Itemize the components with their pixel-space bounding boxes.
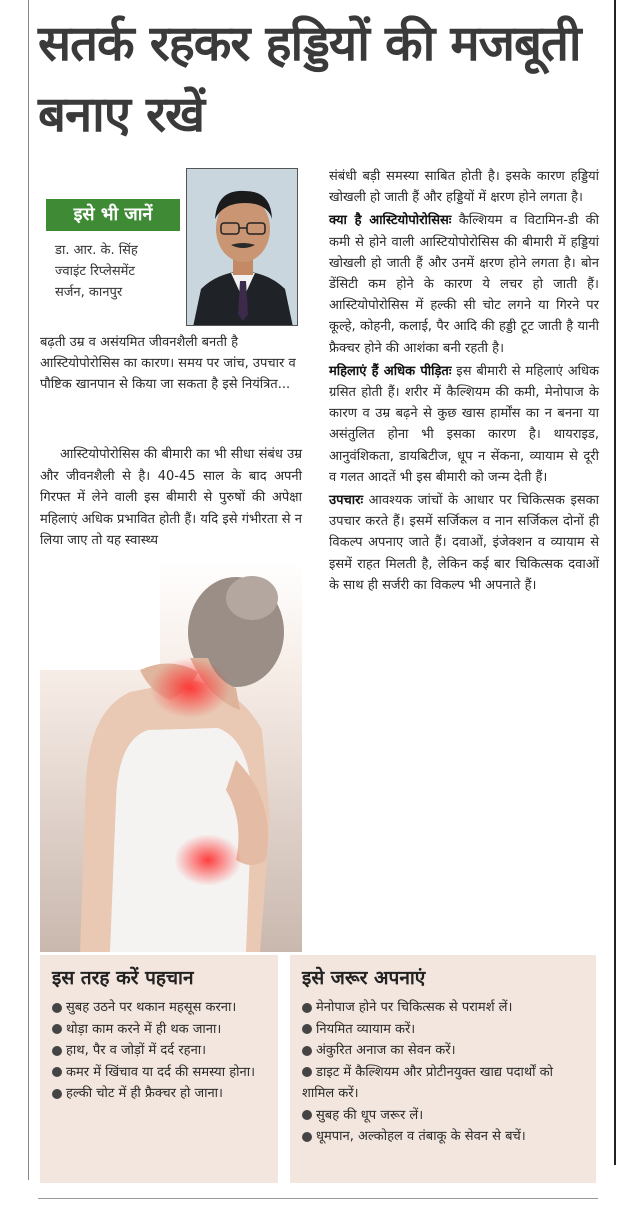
- list-item-text: सुबह उठने पर थकान महसूस करना।: [66, 1000, 237, 1015]
- bullet-icon: [52, 1003, 62, 1013]
- women-affected-text: इस बीमारी से महिलाएं अधिक ग्रसित होती हैं। शरीर में कैल्शियम की कमी, मेनोपाज के कारण व उम्र बढ़ने से कुछ खास हार्मोंस का न बनना या असंतुलित होना भी इसका कारण है। थायराइड, आनुवंशिकता, डायबिटीज, धूप न सेंकना, व्यायाम से दूरी व गलत आदतें भी इस बीमारी को जन्म देती हैं।: [329, 363, 599, 485]
- list-item-text: धूमपान, अल्कोहल व तंबाकू के सेवन से बचें।: [316, 1129, 526, 1144]
- bottom-rule: [38, 1198, 598, 1199]
- list-item-text: हल्की चोट में ही फ्रैक्चर हो जाना।: [66, 1086, 223, 1101]
- headline: सतर्क रहकर हड्डियों की मजबूती बनाए रखें: [38, 15, 581, 143]
- list-item-text: हाथ, पैर व जोड़ों में दर्द रहना।: [66, 1043, 207, 1058]
- list-item: [302, 1126, 584, 1148]
- precautions-box: [290, 955, 596, 1183]
- list-item-text: कमर में खिंचाव या दर्द की समस्या होना।: [66, 1064, 255, 1080]
- what-is-osteoporosis-text: कैल्शियम व विटामिन-डी की कमी से होने वाली आस्टियोपोरोसिस की बीमारी में हड्डियां खोखली हो जाती हैं और उनमें क्षरण होने लगता है। बोन डेंसिटी कम होने के कारण ये लचर हो जाती हैं। आस्टियोपोरोसिस में हल्की सी चोट लगने या गिरने पर कूल्हे, कोहनी, कलाई, पैर आदि की हड्डी टूट जाती है यानी फ्रैक्चर होने की आशंका बनी रहती है।: [329, 213, 599, 356]
- bullet-icon: [302, 1003, 312, 1013]
- what-is-osteoporosis-heading: क्या है आस्टियोपोरोसिसः: [329, 213, 452, 229]
- intro-text: बढ़ती उम्र व असंयमित जीवनशैली बनती है आस्टियोपोरोसिस का कारण। समय पर जांच, उपचार व पौष्टिक खानपान से किया जा सकता है इसे नियंत्रित...: [40, 335, 296, 392]
- author-name: डा. आर. के. सिंह: [55, 243, 138, 258]
- back-pain-illustration: [40, 560, 302, 952]
- bullet-icon: [52, 1024, 62, 1034]
- author-portrait: [186, 168, 298, 326]
- author-title: ज्वाइंट रिप्लेसमेंट: [55, 264, 135, 279]
- list-item-text: मेनोपाज होने पर चिकित्सक से परामर्श लें।: [316, 1000, 513, 1015]
- list-item: [302, 997, 584, 1019]
- list-item-text: डाइट में कैल्शियम और प्रोटीनयुक्त खाद्य पदार्थों को शामिल करें।: [302, 1064, 554, 1101]
- list-item: [52, 1019, 266, 1041]
- right-rule: [614, 0, 616, 1165]
- right-paragraph-4: [329, 490, 599, 596]
- right-paragraph-1: संबंधी बड़ी समस्या साबित होती है। इसके कारण हड्डियां खोखली हो जाती हैं और हड्डियों में क्षरण होने लगता है।: [329, 169, 599, 206]
- know-this-badge: इसे भी जानें: [46, 199, 180, 231]
- list-item: [52, 1062, 266, 1084]
- symptoms-box: [40, 955, 278, 1183]
- bullet-icon: [302, 1046, 312, 1056]
- symptoms-title: इस तरह करें पहचान: [52, 967, 194, 989]
- author-credit: [55, 240, 185, 303]
- bullet-icon: [302, 1132, 312, 1142]
- left-rule: [28, 0, 29, 1180]
- list-item: [52, 1040, 266, 1062]
- bullet-icon: [52, 1046, 62, 1056]
- bullet-icon: [52, 1067, 62, 1077]
- portrait-illustration: [187, 169, 298, 326]
- list-item-text: सुबह की धूप जरूर लें।: [316, 1107, 424, 1123]
- symptoms-list: [52, 997, 266, 1105]
- list-item-text: थोड़ा काम करने में ही थक जाना।: [66, 1021, 222, 1037]
- left-body-paragraph: आस्टियोपोरोसिस की बीमारी का भी सीधा संबंध उम्र और जीवनशैली से है। 40-45 साल के बाद अपनी गिरफ्त में लेने वाली इस बीमारी से पुरुषों की अपेक्षा महिलाएं अधिक प्रभावित होती हैं। यदि इसे गंभीरता से न लिया जाए तो यह स्वास्थ्य: [40, 447, 302, 548]
- list-item: [302, 1105, 584, 1127]
- right-paragraph-3: [329, 361, 599, 488]
- treatment-text: आवश्यक जांचों के आधार पर चिकित्सक इसका उपचार करते हैं। इसमें सर्जिकल व नान सर्जिकल दोनों ही विकल्प अपनाए जाते हैं। दवाओं, इंजेक्शन व व्यायाम से इसमें राहत मिलती है, लेकिन कई बार चिकित्सक दवाओं के साथ ही सर्जरी का विकल्प भी अपनाते हैं।: [329, 493, 599, 593]
- precautions-list: [302, 997, 584, 1148]
- bullet-icon: [302, 1024, 312, 1034]
- bullet-icon: [302, 1110, 312, 1120]
- right-paragraph-2: [329, 210, 599, 358]
- list-item-text: अंकुरित अनाज का सेवन करें।: [316, 1043, 456, 1058]
- list-item: [52, 997, 266, 1019]
- bullet-icon: [302, 1067, 312, 1077]
- list-item: [302, 1062, 584, 1105]
- right-column: [329, 166, 599, 598]
- author-location: सर्जन, कानपुर: [55, 285, 123, 300]
- left-column-body: [40, 444, 302, 552]
- list-item: [52, 1083, 266, 1105]
- bullet-icon: [52, 1089, 62, 1099]
- back-pain-photo: [40, 560, 302, 952]
- list-item-text: नियमित व्यायाम करें।: [316, 1021, 416, 1037]
- list-item: [302, 1040, 584, 1062]
- list-item: [302, 1019, 584, 1041]
- precautions-title: इसे जरूर अपनाएं: [302, 967, 426, 989]
- women-affected-heading: महिलाएं हैं अधिक पीड़ितः: [329, 363, 452, 379]
- treatment-heading: उपचारः: [329, 493, 364, 509]
